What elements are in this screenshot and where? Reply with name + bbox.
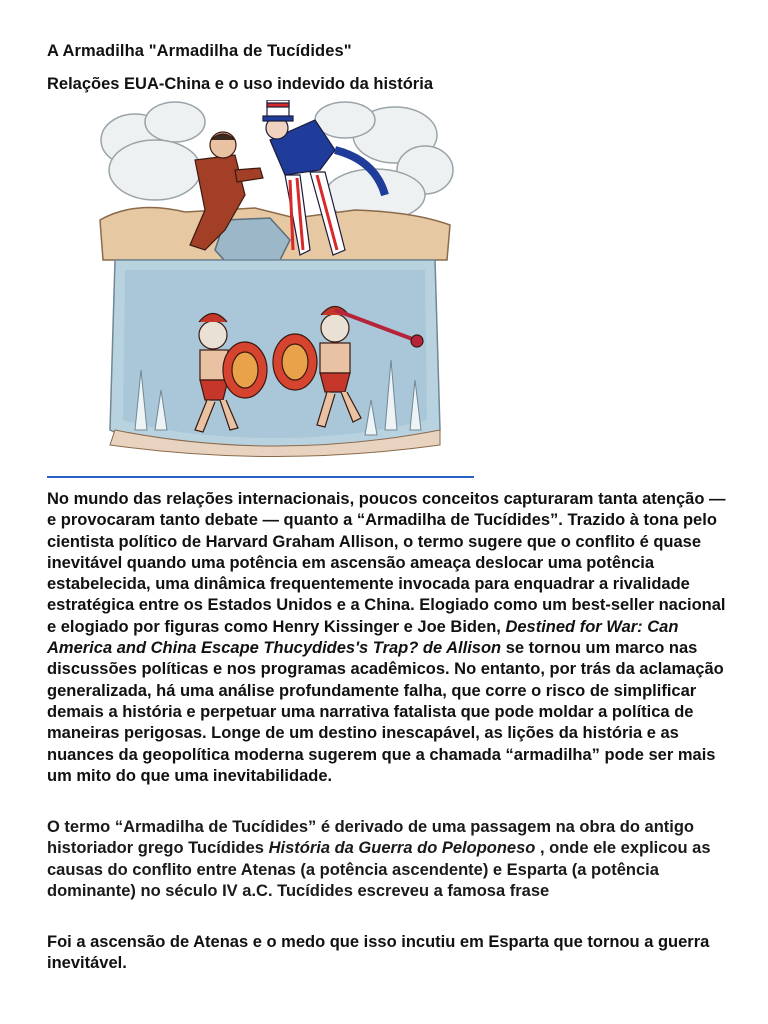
- paragraph-origin: [47, 817, 727, 902]
- book-title-destined-for-war: Destined for War: Can America and China Escape Thucydides's Trap? de Allison: [47, 617, 679, 658]
- paragraph-origin-text-1: O termo “Armadilha de Tucídides” é derivado de uma passagem na obra do antigo historiador grego Tucídides: [47, 818, 695, 858]
- book-title-peloponnesian-war: História da Guerra do Peloponeso: [268, 839, 536, 858]
- article-title: A Armadilha "Armadilha de Tucídides": [47, 42, 352, 60]
- paragraph-origin-text-2: , onde ele explicou as causas do conflito entre Atenas (a potência ascendente) e Esparta (a potência dominante) no século IV a.C. Tucídides escreveu a famosa frase: [47, 839, 711, 900]
- section-divider: [47, 476, 474, 478]
- paragraph-intro-text-2: se tornou um marco nas discussões políticas e nos programas acadêmicos. No entanto, por trás da aclamação generalizada, há uma análise profundamente falha, que corre o risco de simplificar demais a história e perpetuar uma narrativa fatalista que pode moldar a política de maneiras perigosas. Longe de um destino inescapável, as lições da história e as nuances da geopolítica moderna sugerem que a chamada “armadilha” pode ser mais um mito do que uma inevitabilidade.: [47, 639, 724, 785]
- paragraph-intro-text-1: No mundo das relações internacionais, poucos conceitos capturaram tanta atenção — e provocaram tanto debate — quanto a “Armadilha de Tucídides”. Trazido à tona pelo cientista político de Harvard Graham Allison, o termo sugere que o conflito é quase inevitável quando uma potência em ascensão ameaça deslocar uma potência estabelecida, uma dinâmica frequentemente invocada para enquadrar a rivalidade estratégica entre os Estados Unidos e a China. Elogiado como um best-seller nacional e elogiado por figuras como Henry Kissinger e Joe Biden,: [47, 490, 726, 636]
- cartoon-illustration-icon: [95, 100, 455, 468]
- article-subtitle: Relações EUA-China e o uso indevido da história: [47, 75, 433, 93]
- thucydides-quote: Foi a ascensão de Atenas e o medo que isso incutiu em Esparta que tornou a guerra inevitável.: [47, 933, 710, 973]
- paragraph-intro: [47, 489, 727, 787]
